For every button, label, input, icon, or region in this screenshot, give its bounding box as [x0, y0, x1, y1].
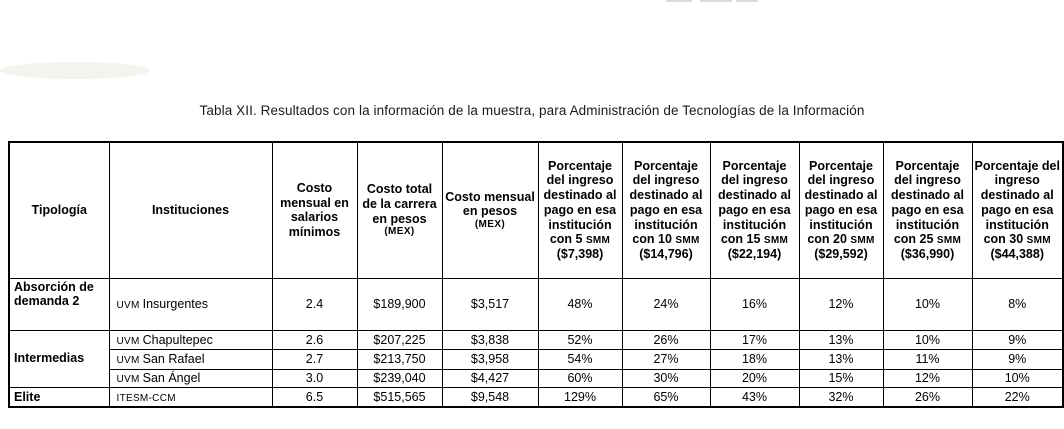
institucion-cell [109, 330, 272, 349]
pct-5smm-cell: 48% [538, 278, 622, 330]
pct-label: Porcentaje del ingreso destinado al pago en esa institución [629, 158, 703, 232]
pct-10smm-cell: 30% [622, 369, 710, 387]
col-header-pct-15smm [710, 142, 799, 278]
col-header-pct-20smm [799, 142, 883, 278]
pct-20smm-cell: 13% [799, 330, 883, 349]
pct-5smm-cell: 54% [538, 349, 622, 369]
col-header-pct-25smm [883, 142, 972, 278]
pct-25smm-cell: 10% [883, 278, 972, 330]
pct-condition [625, 232, 708, 247]
salarios-cell: 6.5 [272, 387, 357, 407]
pct-10smm-cell: 65% [622, 387, 710, 407]
header-row [9, 142, 1063, 278]
salarios-cell: 2.7 [272, 349, 357, 369]
institution-name: San Ángel [142, 371, 201, 385]
pct-30smm-cell: 10% [972, 369, 1063, 387]
costo-mensual-label: Costo mensual en pesos [445, 189, 535, 219]
salarios-cell: 3.0 [272, 369, 357, 387]
costo-total-label: Costo total de la carrera en pesos [362, 182, 437, 226]
pct-amount: ($36,990) [900, 247, 955, 262]
smm-abbr: SMM [1026, 235, 1051, 247]
pct-con: con 15 [720, 232, 761, 247]
pct-10smm-cell: 26% [622, 330, 710, 349]
table-row [9, 278, 1063, 330]
col-header-pct-30smm [972, 142, 1063, 278]
pct-con: con 10 [632, 232, 672, 247]
costo-mensual-cell: $3,517 [442, 278, 538, 330]
pct-con: con 5 [549, 232, 583, 247]
table-row [9, 330, 1063, 349]
pct-amount: ($7,398) [556, 247, 604, 262]
pct-15smm-cell: 43% [710, 387, 799, 407]
pct-con: con 20 [807, 232, 847, 247]
pct-25smm-cell: 12% [883, 369, 972, 387]
institucion-cell [109, 369, 272, 387]
institucion-cell [109, 349, 272, 369]
tipologia-elite: Elite [9, 387, 109, 407]
col-header-pct-10smm [622, 142, 710, 278]
pct-condition [975, 232, 1061, 247]
scan-artifact [666, 0, 692, 2]
table-row [9, 349, 1063, 369]
costo-total-cell: $515,565 [357, 387, 442, 407]
smm-abbr: SMM [850, 235, 875, 247]
pct-con: con 25 [893, 232, 934, 247]
institution-name: Insurgentes [142, 297, 208, 311]
institution-brand: UVM [116, 335, 140, 347]
tipologia-label: Absorción de demanda 2 [14, 279, 94, 308]
pct-15smm-cell: 17% [710, 330, 799, 349]
costo-mensual-cell: $3,958 [442, 349, 538, 369]
table-row [9, 387, 1063, 407]
pct-5smm-cell: 52% [538, 330, 622, 349]
pct-condition [802, 232, 881, 247]
pct-condition [713, 232, 797, 247]
pct-label: Porcentaje del ingreso destinado al pago en esa institución [974, 158, 1060, 232]
pct-30smm-cell: 9% [972, 349, 1063, 369]
institution-name: San Rafael [142, 352, 205, 366]
smm-abbr: SMM [585, 235, 611, 247]
pct-5smm-cell: 60% [538, 369, 622, 387]
institution-brand: ITESM-CCM [116, 392, 176, 404]
col-header-tipologia: Tipología [9, 142, 109, 278]
smm-abbr: SMM [675, 235, 700, 247]
pct-5smm-cell: 129% [538, 387, 622, 407]
costo-total-cell: $207,225 [357, 330, 442, 349]
pct-label: Porcentaje del ingreso destinado al pago en esa institución [543, 158, 617, 232]
pct-15smm-cell: 18% [710, 349, 799, 369]
tipologia-intermedias: Intermedias [9, 330, 109, 387]
salarios-cell: 2.4 [272, 278, 357, 330]
costo-mensual-cell: $4,427 [442, 369, 538, 387]
pct-con: con 30 [983, 232, 1024, 247]
pct-25smm-cell: 26% [883, 387, 972, 407]
smm-abbr: SMM [763, 235, 789, 247]
pct-30smm-cell: 22% [972, 387, 1063, 407]
results-table [8, 141, 1064, 408]
costo-mensual-cell: $9,548 [442, 387, 538, 407]
pct-amount: ($22,194) [727, 247, 782, 262]
institution-name: Chapultepec [142, 332, 213, 347]
col-header-pct-5smm [538, 142, 622, 278]
salarios-cell: 2.6 [272, 330, 357, 349]
scan-artifact [736, 0, 758, 2]
pct-25smm-cell: 10% [883, 330, 972, 349]
pct-amount: ($14,796) [639, 247, 693, 262]
pct-label: Porcentaje del ingreso destinado al pago en esa institución [718, 158, 791, 232]
pct-amount: ($29,592) [814, 247, 868, 262]
institucion-cell [109, 387, 272, 407]
costo-total-cell: $213,750 [357, 349, 442, 369]
pct-15smm-cell: 16% [710, 278, 799, 330]
col-header-instituciones: Instituciones [109, 142, 272, 278]
tipologia-absorcion [9, 278, 109, 330]
pct-label: Porcentaje del ingreso destinado al pago en esa institución [804, 158, 878, 232]
pct-30smm-cell: 9% [972, 330, 1063, 349]
pct-condition [541, 232, 620, 247]
col-header-costo-salarios: Costo mensual en salarios mínimos [272, 142, 357, 278]
smm-abbr: SMM [936, 235, 962, 247]
costo-mensual-unit: (MEX) [474, 219, 506, 231]
institucion-cell [109, 278, 272, 330]
costo-total-cell: $189,900 [357, 278, 442, 330]
pct-10smm-cell: 27% [622, 349, 710, 369]
col-header-costo-total [357, 142, 442, 278]
costo-mensual-cell: $3,838 [442, 330, 538, 349]
pct-20smm-cell: 12% [799, 278, 883, 330]
institution-brand: UVM [116, 374, 140, 385]
pct-label: Porcentaje del ingreso destinado al pago en esa institución [891, 158, 964, 232]
costo-total-unit: (MEX) [384, 226, 415, 238]
pct-20smm-cell: 15% [799, 369, 883, 387]
pct-10smm-cell: 24% [622, 278, 710, 330]
costo-total-cell: $239,040 [357, 369, 442, 387]
table-caption: Tabla XII. Resultados con la información de la muestra, para Administración de Tecnologías de la Información [199, 103, 865, 118]
institution-brand: UVM [116, 300, 140, 311]
pct-15smm-cell: 20% [710, 369, 799, 387]
pct-condition [886, 232, 970, 247]
pct-30smm-cell: 8% [972, 278, 1063, 330]
scan-smudge [0, 62, 150, 79]
pct-20smm-cell: 13% [799, 349, 883, 369]
pct-25smm-cell: 11% [883, 349, 972, 369]
pct-amount: ($44,388) [990, 247, 1044, 262]
scan-artifact [700, 0, 732, 2]
col-header-costo-mensual [442, 142, 538, 278]
table-row [9, 369, 1063, 387]
institution-brand: UVM [116, 355, 140, 366]
pct-20smm-cell: 32% [799, 387, 883, 407]
